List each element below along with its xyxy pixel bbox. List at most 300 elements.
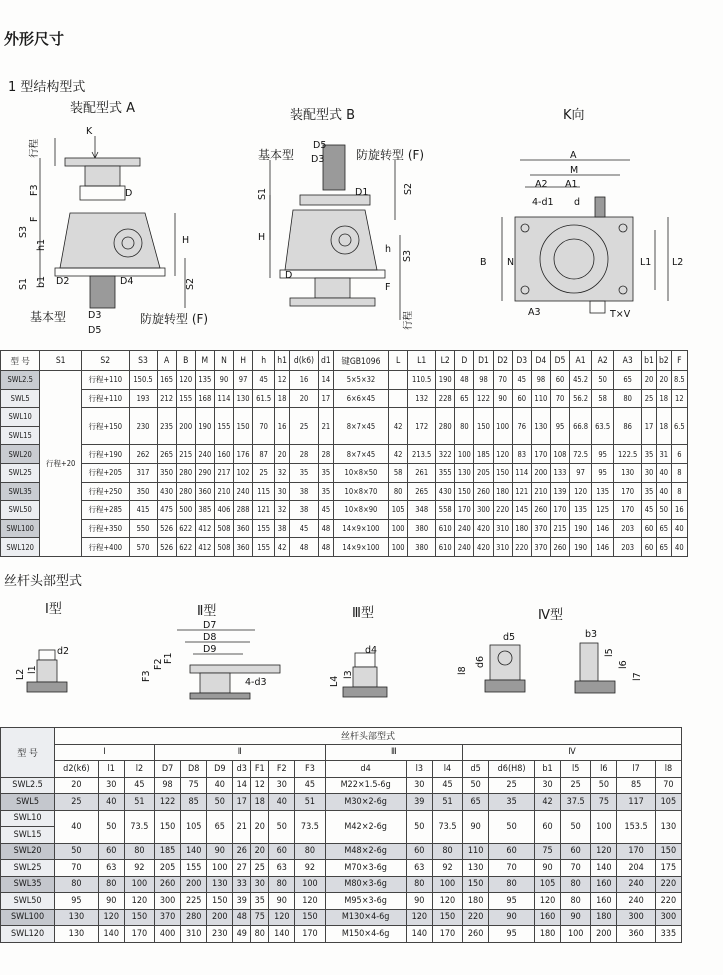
label-s1-b: S1	[257, 187, 268, 200]
shaft-end	[590, 301, 605, 313]
value-cell: 526	[157, 538, 176, 557]
type-4a-drawing	[455, 630, 545, 710]
value-cell: 45	[124, 777, 154, 794]
table-row	[1, 876, 682, 893]
value-cell: 280	[176, 482, 195, 501]
value-cell: 37.5	[561, 794, 591, 811]
value-cell: 56.2	[570, 389, 592, 408]
value-cell: 622	[176, 538, 195, 557]
column-header: H	[234, 351, 253, 371]
value-cell: 45	[295, 777, 325, 794]
label-s1: S1	[18, 277, 29, 290]
value-cell: 210	[214, 482, 233, 501]
value-cell: 300	[474, 501, 493, 520]
value-cell: 75	[181, 777, 207, 794]
assembly-b-anti-rotation: 防旋转型 (F)	[356, 148, 425, 162]
value-cell: 176	[234, 445, 253, 464]
value-cell: 200	[176, 408, 195, 445]
value-cell: 14×9×100	[333, 538, 388, 557]
value-cell: 80	[269, 876, 295, 893]
value-cell: 100	[295, 876, 325, 893]
value-cell: 50	[207, 794, 233, 811]
column-header: D3	[512, 351, 531, 371]
value-cell: 90	[207, 843, 233, 860]
label-k: K	[86, 126, 93, 137]
value-cell: 205	[474, 463, 493, 482]
value-cell: 406	[214, 501, 233, 520]
value-cell: 16	[289, 371, 318, 390]
group-header-row	[1, 744, 682, 761]
value-cell: 73.5	[432, 810, 462, 843]
value-cell: 130	[55, 909, 99, 926]
value-cell: 70	[550, 389, 569, 408]
model-cell: SWL10	[1, 408, 40, 427]
value-cell: 212	[157, 389, 176, 408]
value-cell: 51	[432, 794, 462, 811]
label-d1-b: D1	[355, 187, 369, 198]
column-header: D1	[474, 351, 493, 371]
table-row	[1, 408, 688, 427]
label-stroke-b: 行程	[403, 310, 414, 330]
value-cell: 430	[157, 482, 176, 501]
value-cell: 80	[561, 893, 591, 910]
value-cell: 92	[432, 860, 462, 877]
column-header: D8	[181, 761, 207, 778]
value-cell: M130×4-6g	[325, 909, 406, 926]
value-cell: 300	[155, 893, 181, 910]
column-header: F	[671, 351, 687, 371]
value-cell: 58	[389, 463, 408, 482]
group-header: Ⅲ	[325, 744, 463, 761]
s2-cell: 行程+285	[82, 501, 130, 520]
value-cell: 76	[512, 408, 531, 445]
value-cell: 420	[474, 538, 493, 557]
value-cell: 260	[550, 538, 569, 557]
label-h-small-b: h	[385, 244, 392, 255]
value-cell: 10×8×70	[333, 482, 388, 501]
column-header: A3	[614, 351, 642, 371]
value-cell: 100	[561, 926, 591, 943]
value-cell: 122.5	[614, 445, 642, 464]
value-cell: 31	[656, 445, 671, 464]
value-cell: 114	[512, 463, 531, 482]
label-d2: D2	[56, 276, 70, 287]
collar	[80, 186, 125, 200]
value-cell: 240	[234, 482, 253, 501]
column-header: l3	[406, 761, 432, 778]
k-view-drawing	[480, 125, 690, 325]
value-cell: 240	[617, 893, 655, 910]
value-cell: 430	[436, 482, 455, 501]
value-cell: 17	[319, 389, 334, 408]
value-cell: 80	[489, 876, 535, 893]
value-cell: 360	[234, 538, 253, 557]
value-cell: 150	[234, 408, 253, 445]
value-cell: 265	[408, 482, 436, 501]
table-title: 丝杆头部型式	[55, 728, 682, 745]
value-cell: 235	[157, 408, 176, 445]
value-cell: 35	[489, 794, 535, 811]
value-cell: 70	[253, 408, 275, 445]
value-cell: 92	[124, 860, 154, 877]
value-cell: 100	[432, 876, 462, 893]
base-flange	[55, 268, 165, 276]
value-cell: 210	[531, 482, 550, 501]
value-cell: 140	[269, 926, 295, 943]
value-cell: 622	[176, 519, 195, 538]
value-cell: 120	[570, 482, 592, 501]
model-cell: SWL10	[1, 810, 55, 827]
assembly-b-title: 装配型式 B	[290, 108, 356, 123]
label-a3-k: A3	[528, 307, 541, 318]
value-cell: 85	[181, 794, 207, 811]
label-m-k: M	[570, 165, 579, 176]
value-cell: 155	[176, 389, 195, 408]
value-cell: 30	[275, 482, 290, 501]
label-f3-t2: F3	[141, 670, 152, 682]
value-cell: 100	[389, 519, 408, 538]
value-cell: 170	[295, 926, 325, 943]
table-row	[1, 538, 688, 557]
value-cell: 6×6×45	[333, 389, 388, 408]
value-cell: 30	[534, 777, 560, 794]
model-cell: SWL100	[1, 519, 40, 538]
value-cell: 115	[253, 482, 275, 501]
section-title: 外形尺寸	[4, 30, 65, 48]
value-cell: 350	[157, 463, 176, 482]
table-row	[1, 909, 682, 926]
value-cell: 360	[234, 519, 253, 538]
value-cell: 140	[181, 843, 207, 860]
value-cell: 17	[642, 408, 657, 445]
value-cell: 80	[561, 876, 591, 893]
value-cell: 105	[181, 810, 207, 843]
value-cell: 400	[155, 926, 181, 943]
value-cell: 75	[251, 909, 269, 926]
value-cell: 60	[489, 843, 535, 860]
value-cell: 260	[474, 482, 493, 501]
dimension-table	[0, 350, 688, 557]
value-cell: 190	[195, 408, 214, 445]
model-cell: SWL20	[1, 445, 40, 464]
value-cell: 95	[550, 408, 569, 445]
label-txv-k: T×V	[610, 309, 631, 320]
value-cell: 35	[319, 482, 334, 501]
value-cell: 60	[550, 371, 569, 390]
s2-cell: 行程+110	[82, 371, 130, 390]
value-cell: 90	[214, 371, 233, 390]
value-cell: 185	[474, 445, 493, 464]
model-cell: SWL2.5	[1, 777, 55, 794]
label-l1-k: L1	[640, 257, 652, 268]
value-cell: 50	[591, 777, 617, 794]
value-cell: 146	[592, 519, 614, 538]
value-cell: 40	[98, 794, 124, 811]
value-cell: 526	[157, 519, 176, 538]
value-cell: 370	[155, 909, 181, 926]
value-cell: 50	[463, 777, 489, 794]
label-d4-t3: d4	[365, 645, 378, 656]
value-cell: 87	[253, 445, 275, 464]
value-cell: 35	[642, 482, 657, 501]
s2-cell: 行程+110	[82, 389, 130, 408]
value-cell: 150.5	[129, 371, 157, 390]
value-cell: 120	[534, 893, 560, 910]
value-cell: 72.5	[570, 445, 592, 464]
lower-collar-b	[315, 278, 350, 298]
lower-tube	[90, 276, 115, 308]
value-cell: 203	[614, 538, 642, 557]
value-cell: 280	[436, 408, 455, 445]
value-cell: 150	[474, 408, 493, 445]
s2-cell: 行程+350	[82, 519, 130, 538]
value-cell: M70×3-6g	[325, 860, 406, 877]
value-cell: 28	[289, 445, 318, 464]
label-h: H	[182, 235, 190, 246]
label-l6-t4: l6	[618, 660, 629, 669]
value-cell: 225	[181, 893, 207, 910]
value-cell: 100	[455, 445, 474, 464]
table-header-row	[1, 351, 688, 371]
value-cell: 25	[561, 777, 591, 794]
label-b1: b1	[36, 275, 47, 288]
value-cell: 190	[570, 538, 592, 557]
label-d: D	[125, 188, 133, 199]
label-l7-t4: l7	[632, 672, 643, 681]
value-cell: 217	[214, 463, 233, 482]
value-cell: 40	[269, 794, 295, 811]
value-cell: 38	[275, 519, 290, 538]
label-d5: D5	[88, 325, 102, 336]
value-cell: 18	[251, 794, 269, 811]
value-cell: 160	[591, 876, 617, 893]
value-cell: 180	[512, 519, 531, 538]
value-cell: 80	[251, 926, 269, 943]
value-cell: 50	[98, 810, 124, 843]
value-cell: 39	[406, 794, 432, 811]
value-cell: M48×2-6g	[325, 843, 406, 860]
value-cell: 180	[591, 909, 617, 926]
column-header: L	[389, 351, 408, 371]
screw-top	[323, 145, 345, 190]
value-cell: 12	[671, 389, 687, 408]
value-cell: M42×2-6g	[325, 810, 406, 843]
value-cell: 150	[207, 893, 233, 910]
value-cell: 32	[275, 501, 290, 520]
label-d3-b: D3	[311, 154, 325, 165]
value-cell: 348	[408, 501, 436, 520]
model-cell: SWL20	[1, 843, 55, 860]
value-cell: 220	[655, 876, 681, 893]
value-cell: 114	[214, 389, 233, 408]
table-row	[1, 482, 688, 501]
value-cell: 140	[591, 860, 617, 877]
value-cell: 122	[155, 794, 181, 811]
model-cell: SWL25	[1, 463, 40, 482]
value-cell: 412	[195, 519, 214, 538]
column-header: l1	[98, 761, 124, 778]
label-a1-k: A1	[565, 179, 578, 190]
label-f-b: F	[385, 282, 391, 293]
label-s3: S3	[18, 225, 29, 238]
label-l2-t1: L2	[15, 668, 26, 680]
type-4b-drawing	[560, 625, 660, 705]
value-cell: 65	[656, 538, 671, 557]
value-cell: M95×3-6g	[325, 893, 406, 910]
value-cell: 98	[474, 371, 493, 390]
value-cell: 475	[157, 501, 176, 520]
value-cell: 90	[406, 893, 432, 910]
value-cell: 45	[642, 501, 657, 520]
value-cell: 10×8×90	[333, 501, 388, 520]
value-cell: 80	[614, 389, 642, 408]
value-cell: 165	[157, 371, 176, 390]
table-row	[1, 860, 682, 877]
label-d8-t2: D8	[203, 632, 217, 643]
type-2-title: Ⅱ型	[197, 604, 217, 619]
value-cell: 122	[474, 389, 493, 408]
model-cell: SWL5	[1, 389, 40, 408]
value-cell: 300	[655, 909, 681, 926]
label-d-k: d	[574, 197, 581, 208]
value-cell: 120	[176, 371, 195, 390]
column-header: b1	[642, 351, 657, 371]
value-cell: 40	[656, 482, 671, 501]
column-header: M	[195, 351, 214, 371]
label-f3: F3	[29, 184, 40, 196]
column-header: F1	[251, 761, 269, 778]
gearbox-body	[60, 213, 160, 268]
thread-base	[343, 687, 387, 697]
table-row	[1, 777, 682, 794]
value-cell: 40	[656, 463, 671, 482]
value-cell: 25	[55, 794, 99, 811]
value-cell: 261	[408, 463, 436, 482]
value-cell: 265	[157, 445, 176, 464]
value-cell: 60	[512, 389, 531, 408]
value-cell: 97	[234, 371, 253, 390]
value-cell: M22×1.5-6g	[325, 777, 406, 794]
model-cell: SWL35	[1, 482, 40, 501]
column-header: D2	[493, 351, 512, 371]
flange	[190, 665, 280, 673]
value-cell: 83	[512, 445, 531, 464]
value-cell: 45	[319, 501, 334, 520]
value-cell: 20	[642, 371, 657, 390]
value-cell: 98	[531, 371, 550, 390]
table-row	[1, 501, 688, 520]
label-d5-b: D5	[313, 140, 327, 151]
value-cell: 260	[463, 926, 489, 943]
value-cell: 70	[655, 777, 681, 794]
value-cell: 75	[534, 843, 560, 860]
base-flange-b	[280, 270, 385, 278]
model-cell: SWL35	[1, 876, 55, 893]
label-l5-t4: l5	[604, 648, 615, 657]
value-cell: 28	[319, 445, 334, 464]
value-cell: 25	[642, 389, 657, 408]
table-title-row	[1, 728, 682, 745]
table-row	[1, 794, 682, 811]
value-cell: 40	[671, 538, 687, 557]
value-cell: 42	[389, 445, 408, 464]
value-cell: 65	[656, 519, 671, 538]
value-cell: 150	[155, 810, 181, 843]
value-cell: 20	[251, 810, 269, 843]
value-cell: 130	[455, 463, 474, 482]
model-cell: SWL50	[1, 893, 55, 910]
table-row	[1, 389, 688, 408]
value-cell: 20	[251, 843, 269, 860]
value-cell: 205	[155, 860, 181, 877]
value-cell: 50	[406, 810, 432, 843]
value-cell: 95	[489, 926, 535, 943]
value-cell: 6.5	[671, 408, 687, 445]
value-cell: 155	[253, 538, 275, 557]
column-header: A1	[570, 351, 592, 371]
value-cell: 60	[642, 519, 657, 538]
value-cell: 40	[671, 519, 687, 538]
value-cell: 25	[289, 408, 318, 445]
value-cell: 240	[617, 876, 655, 893]
table-row	[1, 810, 682, 827]
value-cell: 155	[181, 860, 207, 877]
column-header: D4	[531, 351, 550, 371]
label-d6-t4: d6	[475, 655, 486, 668]
model-cell: SWL15	[1, 426, 40, 445]
value-cell: 35	[319, 463, 334, 482]
value-cell: 150	[455, 482, 474, 501]
column-header: D9	[207, 761, 233, 778]
value-cell: 117	[617, 794, 655, 811]
value-cell: 8×7×45	[333, 445, 388, 464]
model-cell: SWL5	[1, 794, 55, 811]
value-cell: 105	[389, 501, 408, 520]
value-cell	[389, 371, 408, 390]
value-cell: 121	[253, 501, 275, 520]
s2-cell: 行程+250	[82, 482, 130, 501]
value-cell: 415	[129, 501, 157, 520]
value-cell: 170	[617, 843, 655, 860]
value-cell: 310	[493, 519, 512, 538]
value-cell: 370	[531, 519, 550, 538]
value-cell: 32	[275, 463, 290, 482]
model-cell: SWL100	[1, 909, 55, 926]
value-cell: 8×7×45	[333, 408, 388, 445]
table-row	[1, 519, 688, 538]
value-cell: 40	[55, 810, 99, 843]
value-cell: 140	[98, 926, 124, 943]
screw-head-table	[0, 727, 682, 943]
value-cell: 100	[493, 408, 512, 445]
assembly-a-drawing	[0, 118, 230, 338]
column-header: S3	[129, 351, 157, 371]
value-cell: 133	[550, 463, 569, 482]
column-header: F2	[269, 761, 295, 778]
value-cell: 200	[207, 909, 233, 926]
k-view-title: K向	[563, 108, 585, 123]
value-cell: 140	[406, 926, 432, 943]
value-cell: 110	[531, 389, 550, 408]
value-cell: 80	[455, 408, 474, 445]
column-header: b1	[534, 761, 560, 778]
type-1-drawing	[15, 640, 95, 700]
value-cell: 220	[512, 538, 531, 557]
value-cell: 121	[512, 482, 531, 501]
value-cell: 220	[655, 893, 681, 910]
value-cell: 125	[592, 501, 614, 520]
value-cell: 290	[195, 463, 214, 482]
